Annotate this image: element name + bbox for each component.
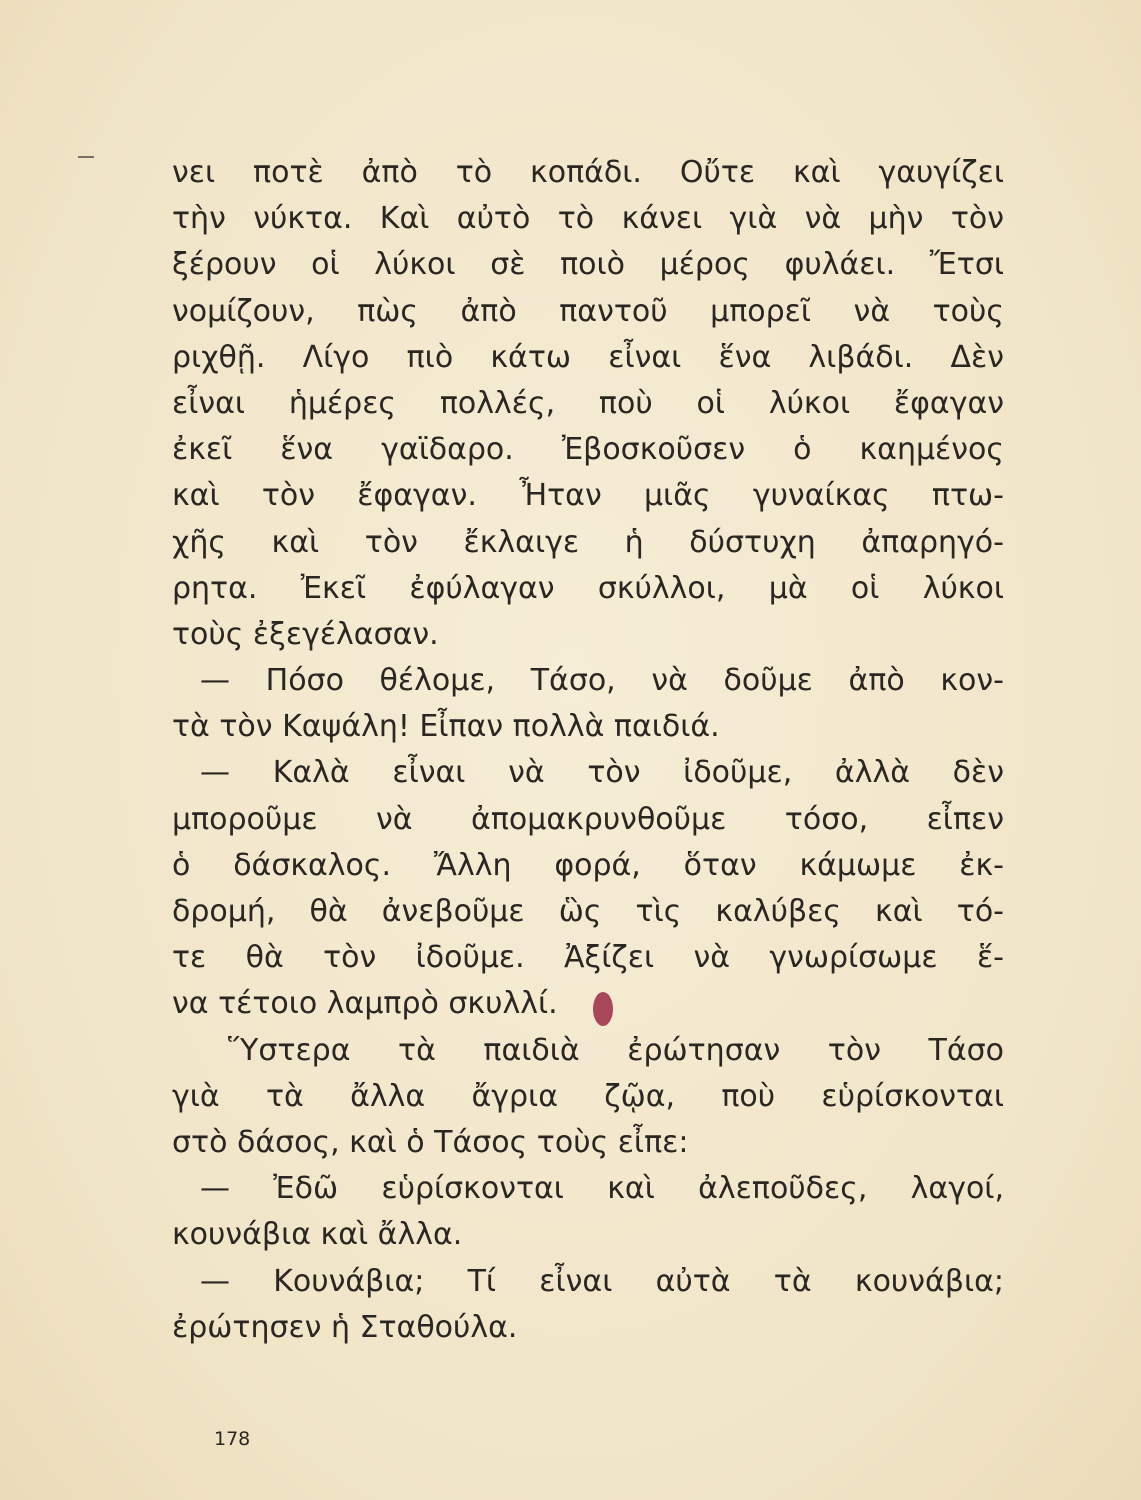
- dialogue-line: — Ἐδῶ εὑρίσκονται καὶ ἀλεποῦδες, λαγοί,: [200, 1171, 1004, 1207]
- text-line: ἐρώτησεν ἡ Σταθούλα.: [172, 1309, 518, 1345]
- text-line: εἶναι ἡμέρες πολλές, ποὺ οἱ λύκοι ἔφαγαν: [172, 385, 1004, 421]
- text-line: μποροῦμε νὰ ἀπομακρυνθοῦμε τόσο, εἶπεν: [172, 801, 1004, 837]
- dialogue-line: — Κουνάβια; Τί εἶναι αὐτὰ τὰ κουνάβια;: [200, 1263, 1004, 1299]
- text-line: δρομή, θὰ ἀνεβοῦμε ὣς τὶς καλύβες καὶ τό-: [172, 894, 1004, 929]
- text-line: ἐκεῖ ἕνα γαϊδαρο. Ἐβοσκοῦσεν ὁ καημένος: [172, 432, 1004, 468]
- ink-stain: [593, 992, 613, 1026]
- text-line: ὁ δάσκαλος. Ἄλλη φορά, ὅταν κάμωμε ἐκ-: [172, 847, 1004, 883]
- text-line: νομίζουν, πὼς ἀπὸ παντοῦ μπορεῖ νὰ τοὺς: [172, 293, 1004, 329]
- text-line: νει ποτὲ ἀπὸ τὸ κοπάδι. Οὔτε καὶ γαυγίζει: [172, 155, 1004, 190]
- text-line: τὴν νύκτα. Καὶ αὐτὸ τὸ κάνει γιὰ νὰ μὴν τὸν: [172, 201, 1004, 237]
- text-line: ριχθῇ. Λίγο πιὸ κάτω εἶναι ἕνα λιβάδι. Δὲν: [172, 339, 1004, 375]
- margin-mark: [78, 156, 94, 158]
- page-number: 178: [214, 1428, 251, 1450]
- text-line: γιὰ τὰ ἄλλα ἄγρια ζῷα, ποὺ εὑρίσκονται: [172, 1078, 1004, 1114]
- text-line: ρητα. Ἐκεῖ ἐφύλαγαν σκύλλοι, μὰ οἱ λύκοι: [172, 570, 1004, 606]
- text-line: καὶ τὸν ἔφαγαν. Ἦταν μιᾶς γυναίκας πτω-: [172, 478, 1004, 514]
- text-line: κουνάβια καὶ ἄλλα.: [172, 1217, 463, 1253]
- body-text: [172, 150, 1004, 1351]
- text-line: να τέτοιο λαμπρὸ σκυλλί.: [172, 986, 558, 1022]
- dialogue-line: — Καλὰ εἶναι νὰ τὸν ἰδοῦμε, ἀλλὰ δὲν: [200, 755, 1004, 791]
- dialogue-line: — Πόσο θέλομε, Τάσο, νὰ δοῦμε ἀπὸ κον-: [200, 663, 1004, 699]
- paragraph-start-line: Ὕστερα τὰ παιδιὰ ἐρώτησαν τὸν Τάσο: [228, 1032, 1004, 1068]
- text-line: τε θὰ τὸν ἰδοῦμε. Ἀξίζει νὰ γνωρίσωμε ἕ-: [172, 940, 1004, 976]
- text-line: τοὺς ἐξεγέλασαν.: [172, 616, 439, 652]
- text-line: ξέρουν οἱ λύκοι σὲ ποιὸ μέρος φυλάει. Ἔτσι: [172, 247, 1004, 283]
- text-line: τὰ τὸν Καψάλη! Εἶπαν πολλὰ παιδιά.: [172, 709, 720, 745]
- text-line: στὸ δάσος, καὶ ὁ Τάσος τοὺς εἶπε:: [172, 1124, 689, 1160]
- text-line: χῆς καὶ τὸν ἔκλαιγε ἡ δύστυχη ἀπαρηγό-: [172, 524, 1004, 560]
